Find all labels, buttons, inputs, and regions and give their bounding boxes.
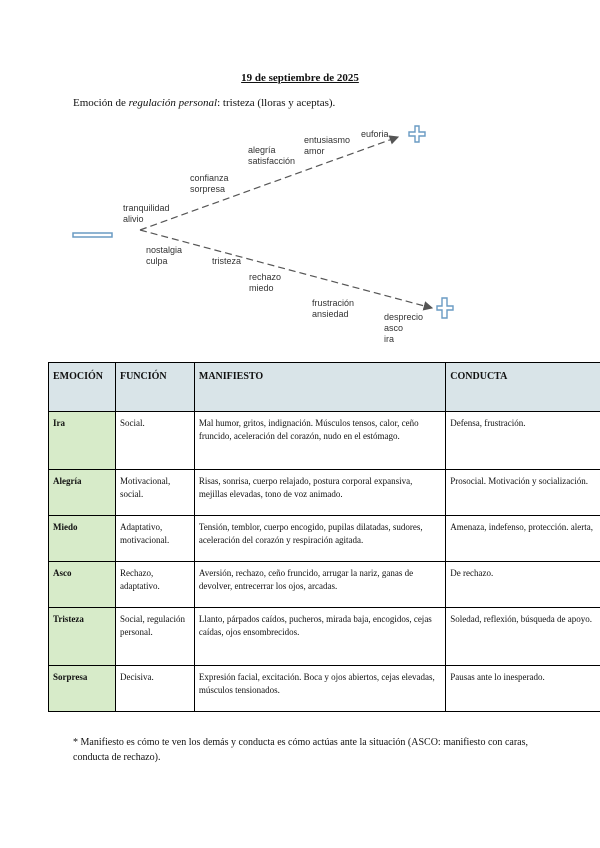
label-asco: asco	[384, 323, 404, 333]
intro-prefix: Emoción de	[73, 97, 129, 109]
header-funcion: FUNCIÓN	[115, 363, 194, 412]
cell-funcion: Adaptativo, motivacional.	[115, 516, 194, 562]
label-amor: amor	[304, 146, 325, 156]
label-nostalgia: nostalgia	[146, 245, 183, 255]
emotions-table	[48, 362, 600, 712]
intro-paragraph	[73, 97, 335, 109]
label-desprecio: desprecio	[384, 312, 424, 322]
cell-funcion: Rechazo, adaptativo.	[115, 562, 194, 608]
cell-manifiesto: Risas, sonrisa, cuerpo relajado, postura corporal expansiva, mejillas elevadas, tono de voz animado.	[194, 470, 445, 516]
label-rechazo: rechazo	[249, 272, 282, 282]
cell-funcion: Decisiva.	[115, 666, 194, 712]
intro-emphasis: regulación personal	[128, 97, 218, 109]
plus-icon-upper	[409, 126, 425, 142]
label-ansiedad: ansiedad	[312, 309, 349, 319]
label-confianza: confianza	[190, 173, 229, 183]
label-ira: ira	[384, 334, 395, 344]
table-row	[49, 412, 600, 470]
minus-icon	[73, 233, 112, 237]
emotion-diagram	[0, 120, 600, 360]
document-date: 19 de septiembre de 2025	[241, 72, 359, 84]
table-row	[49, 666, 600, 712]
cell-funcion: Social.	[115, 412, 194, 470]
cell-funcion: Social, regulación personal.	[115, 608, 194, 666]
label-sorpresa: sorpresa	[190, 184, 226, 194]
table-header-row	[49, 363, 600, 412]
label-miedo: miedo	[249, 283, 274, 293]
cell-conducta: Soledad, reflexión, búsqueda de apoyo.	[446, 608, 600, 666]
label-tranquilidad: tranquilidad	[123, 203, 170, 213]
cell-manifiesto: Llanto, párpados caídos, pucheros, mirada baja, encogidos, cejas caídas, ojos ensombrecidos.	[194, 608, 445, 666]
cell-emocion: Asco	[49, 562, 116, 608]
header-manifiesto: MANIFIESTO	[194, 363, 445, 412]
label-alivio: alivio	[123, 214, 144, 224]
header-conducta: CONDUCTA	[446, 363, 600, 412]
label-satisfaccion: satisfacción	[248, 156, 296, 166]
cell-manifiesto: Aversión, rechazo, ceño fruncido, arrugar la nariz, ganas de devolver, entrecerrar los ojos, arcadas.	[194, 562, 445, 608]
label-alegria: alegría	[248, 145, 276, 155]
cell-funcion: Motivacional, social.	[115, 470, 194, 516]
header-emocion: EMOCIÓN	[49, 363, 116, 412]
label-culpa: culpa	[146, 256, 168, 266]
cell-conducta: Amenaza, indefenso, protección. alerta,	[446, 516, 600, 562]
label-entusiasmo: entusiasmo	[304, 135, 351, 145]
lower-arrow-line	[140, 230, 432, 308]
label-tristeza: tristeza	[212, 256, 242, 266]
cell-conducta: De rechazo.	[446, 562, 600, 608]
label-euforia: euforia	[361, 129, 389, 139]
cell-manifiesto: Expresión facial, excitación. Boca y ojos abiertos, cejas elevadas, músculos tensionados.	[194, 666, 445, 712]
table-row	[49, 608, 600, 666]
footnote: * Manifiesto es cómo te ven los demás y conducta es cómo actúas ante la situación (ASCO: manifiesto con caras, conducta de rechazo).	[73, 737, 528, 763]
cell-emocion: Sorpresa	[49, 666, 116, 712]
intro-suffix: : tristeza (lloras y aceptas).	[217, 97, 336, 109]
cell-emocion: Ira	[49, 412, 116, 470]
cell-conducta: Prosocial. Motivación y socialización.	[446, 470, 600, 516]
cell-manifiesto: Mal humor, gritos, indignación. Músculos tensos, calor, ceño fruncido, aceleración del corazón, nudo en el estómago.	[194, 412, 445, 470]
cell-emocion: Alegría	[49, 470, 116, 516]
cell-conducta: Defensa, frustración.	[446, 412, 600, 470]
table-row	[49, 470, 600, 516]
cell-manifiesto: Tensión, temblor, cuerpo encogido, pupilas dilatadas, sudores, aceleración del corazón y respiración agitada.	[194, 516, 445, 562]
table-row	[49, 516, 600, 562]
cell-emocion: Miedo	[49, 516, 116, 562]
table-row	[49, 562, 600, 608]
cell-emocion: Tristeza	[49, 608, 116, 666]
cell-conducta: Pausas ante lo inesperado.	[446, 666, 600, 712]
plus-icon-lower	[437, 298, 453, 318]
label-frustracion: frustración	[312, 298, 355, 308]
